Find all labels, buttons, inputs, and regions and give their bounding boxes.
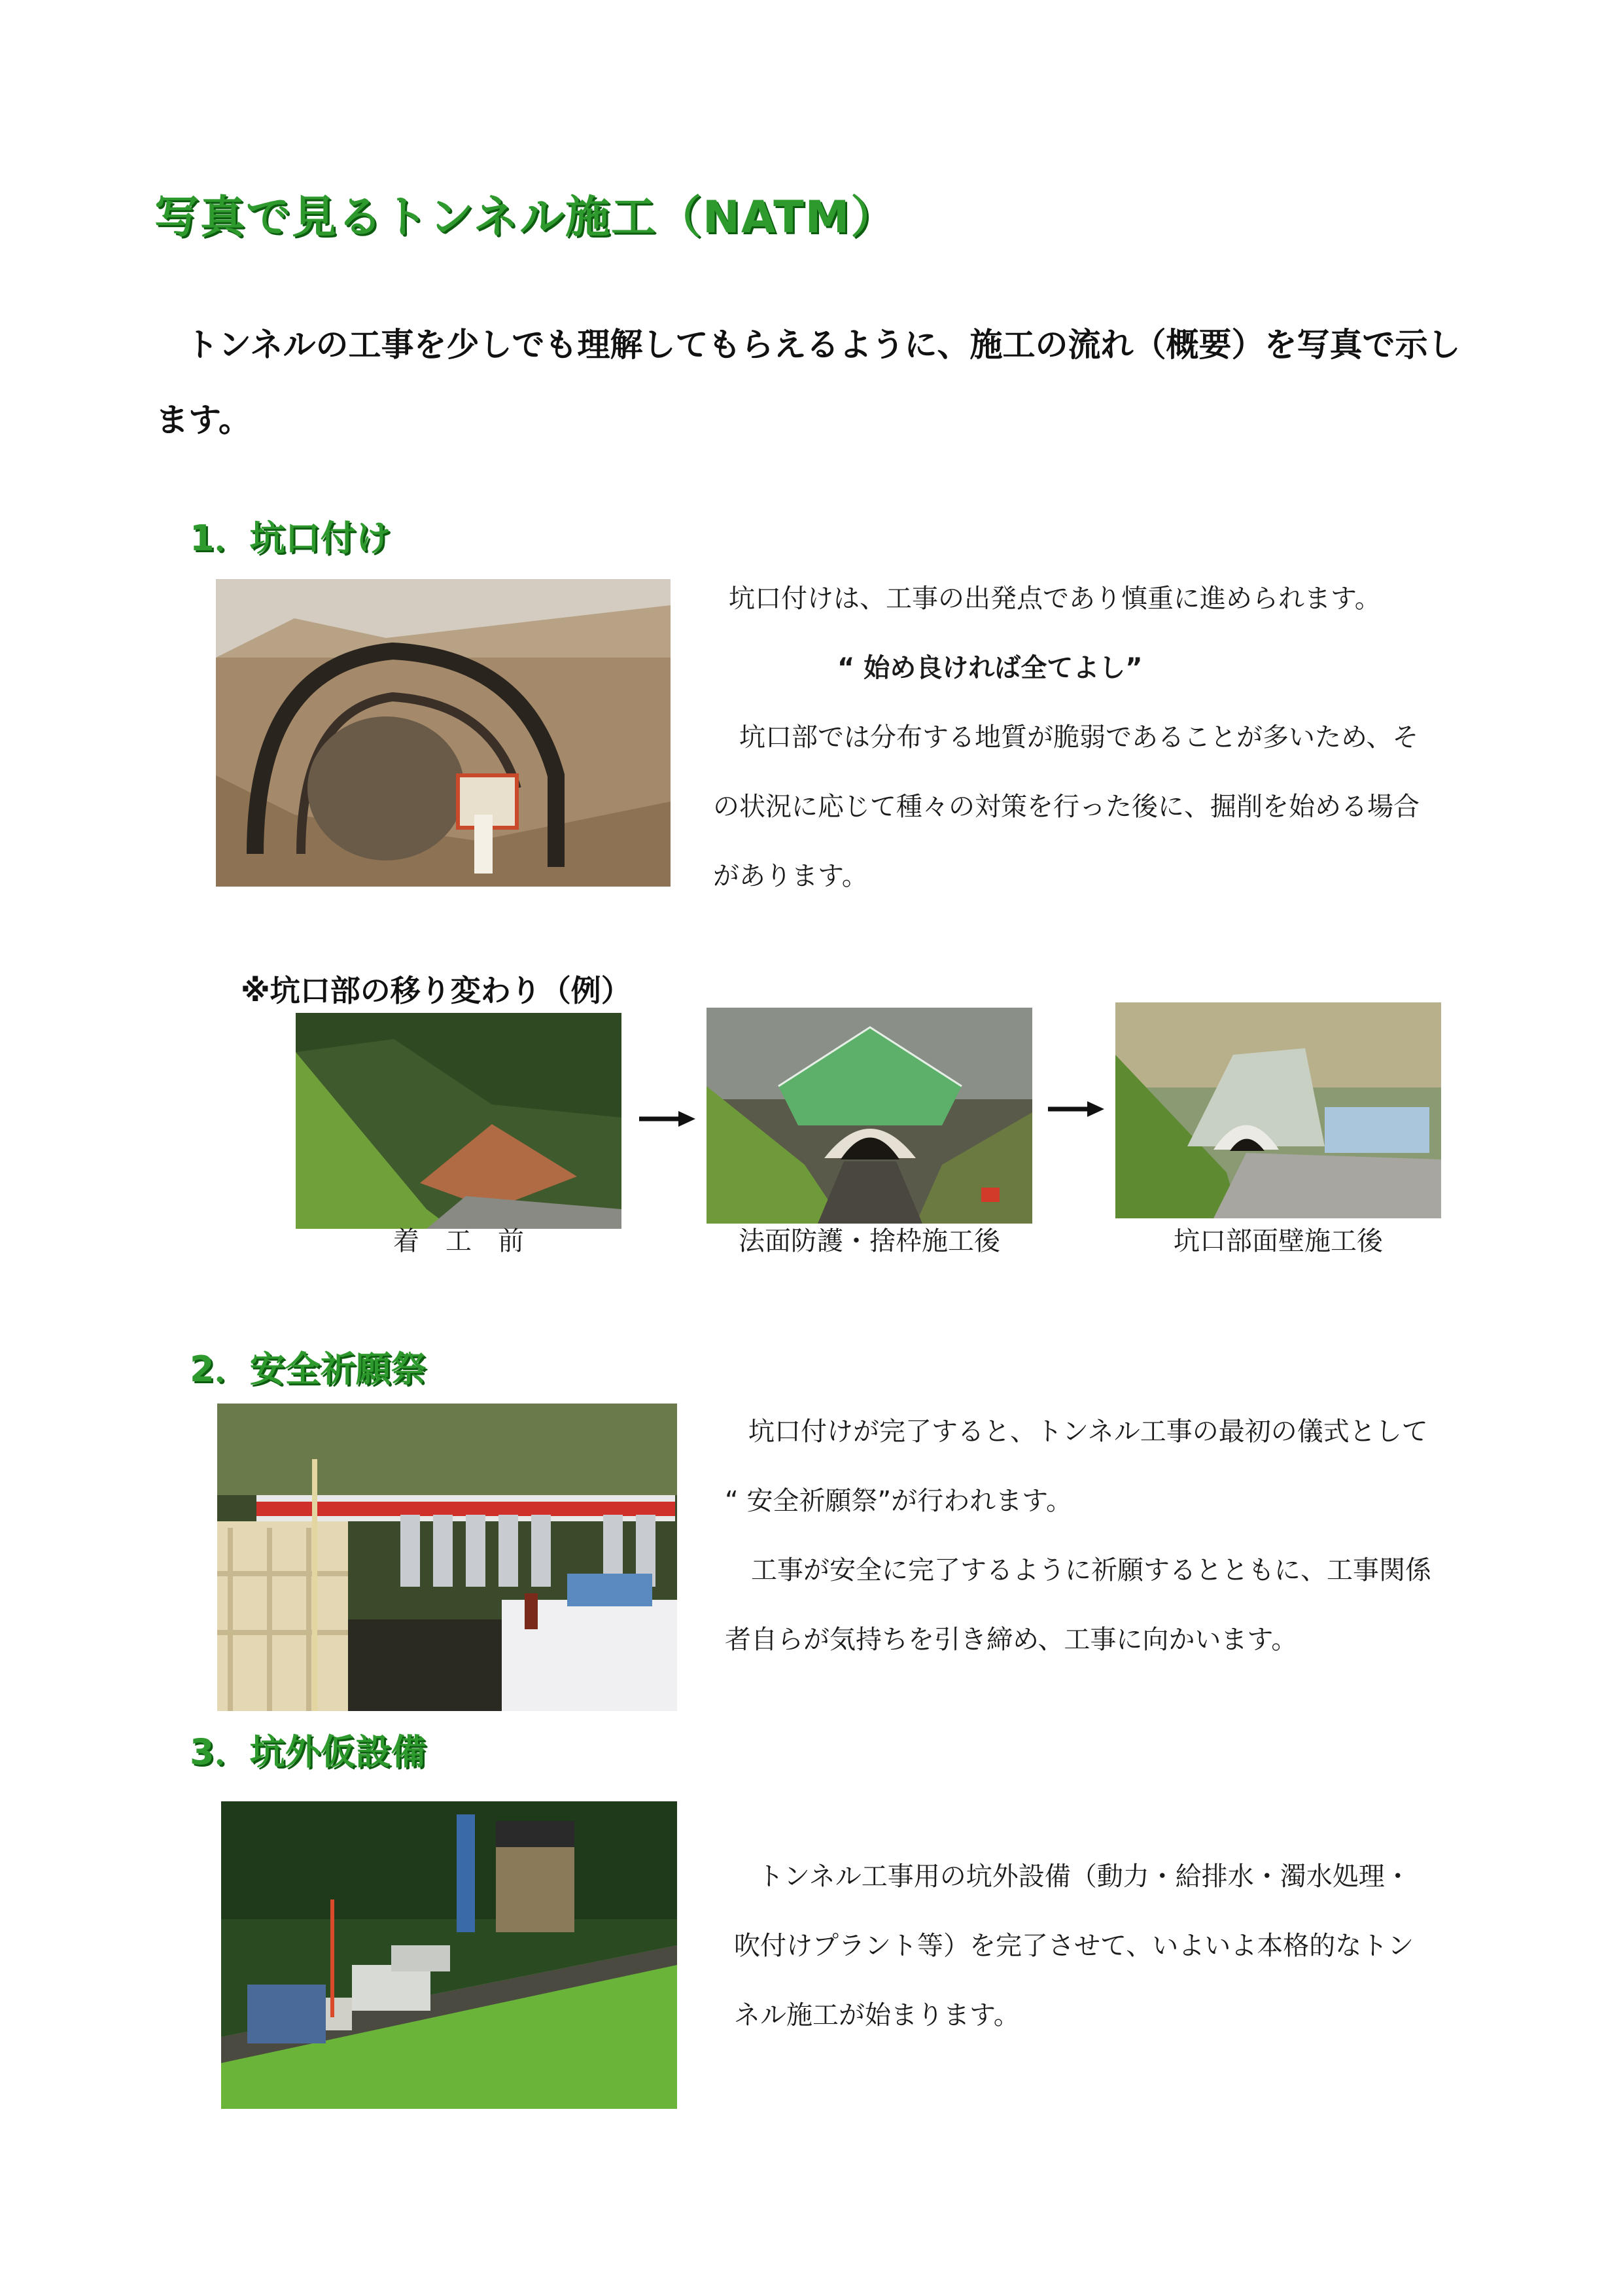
outdoor-facilities-photo xyxy=(221,1801,677,2109)
arrow-right-icon xyxy=(638,1106,697,1132)
section-1-line-5: があります。 xyxy=(713,861,868,891)
safety-ceremony-photo xyxy=(217,1404,677,1711)
caption-slope-protection: 法面防護・捨枠施工後 xyxy=(739,1226,1000,1256)
portal-wall-complete-photo xyxy=(1115,1002,1441,1218)
section-2-line-2: “ 安全祈願祭”が行われます。 xyxy=(725,1486,1072,1516)
section-1-line-2: “ 始め良ければ全てよし” xyxy=(837,653,1143,683)
section-3-line-2: 吹付けプラント等）を完了させて、いよいよ本格的なトン xyxy=(734,1931,1414,1961)
caption-portal-wall: 坑口部面壁施工後 xyxy=(1174,1226,1383,1256)
arrow-right-icon xyxy=(1047,1096,1106,1122)
before-construction-photo xyxy=(296,1013,621,1229)
section-2-heading: 2．安全祈願祭 xyxy=(190,1349,427,1390)
intro-line-1: トンネルの工事を少しでも理解してもらえるように、施工の流れ（概要）を写真で示し xyxy=(186,326,1461,364)
intro-paragraph xyxy=(156,308,1494,458)
caption-before-construction: 着 工 前 xyxy=(393,1226,524,1256)
section-1-line-3: 坑口部では分布する地質が脆弱であることが多いため、そ xyxy=(739,722,1419,752)
section-3-text xyxy=(734,1842,1414,2050)
section-2-line-1: 坑口付けが完了すると、トンネル工事の最初の儀式として xyxy=(748,1417,1428,1447)
slope-protection-photo xyxy=(707,1008,1032,1224)
section-3-heading: 3．坑外仮設備 xyxy=(190,1731,427,1773)
section-1-line-1: 坑口付けは、工事の出発点であり慎重に進められます。 xyxy=(729,584,1381,614)
page-title: 写真で見るトンネル施工（NATM） xyxy=(154,192,897,243)
section-3-line-1: トンネル工事用の坑外設備（動力・給排水・濁水処理・ xyxy=(758,1862,1411,1892)
tunnel-portal-arch-photo xyxy=(216,579,671,887)
section-2-line-3: 工事が安全に完了するように祈願するとともに、工事関係 xyxy=(751,1555,1431,1585)
section-2-text xyxy=(725,1397,1431,1674)
example-heading: ※坑口部の移り変わり（例） xyxy=(241,973,631,1008)
intro-line-2: ます。 xyxy=(156,401,251,439)
section-2-line-4: 者自らが気持ちを引き締め、工事に向かいます。 xyxy=(725,1625,1298,1655)
section-1-line-4: の状況に応じて種々の対策を行った後に、掘削を始める場合 xyxy=(713,792,1420,822)
section-1-heading: 1．坑口付け xyxy=(190,518,391,559)
section-1-text xyxy=(713,564,1420,911)
section-3-line-3: ネル施工が始まります。 xyxy=(734,2000,1020,2030)
